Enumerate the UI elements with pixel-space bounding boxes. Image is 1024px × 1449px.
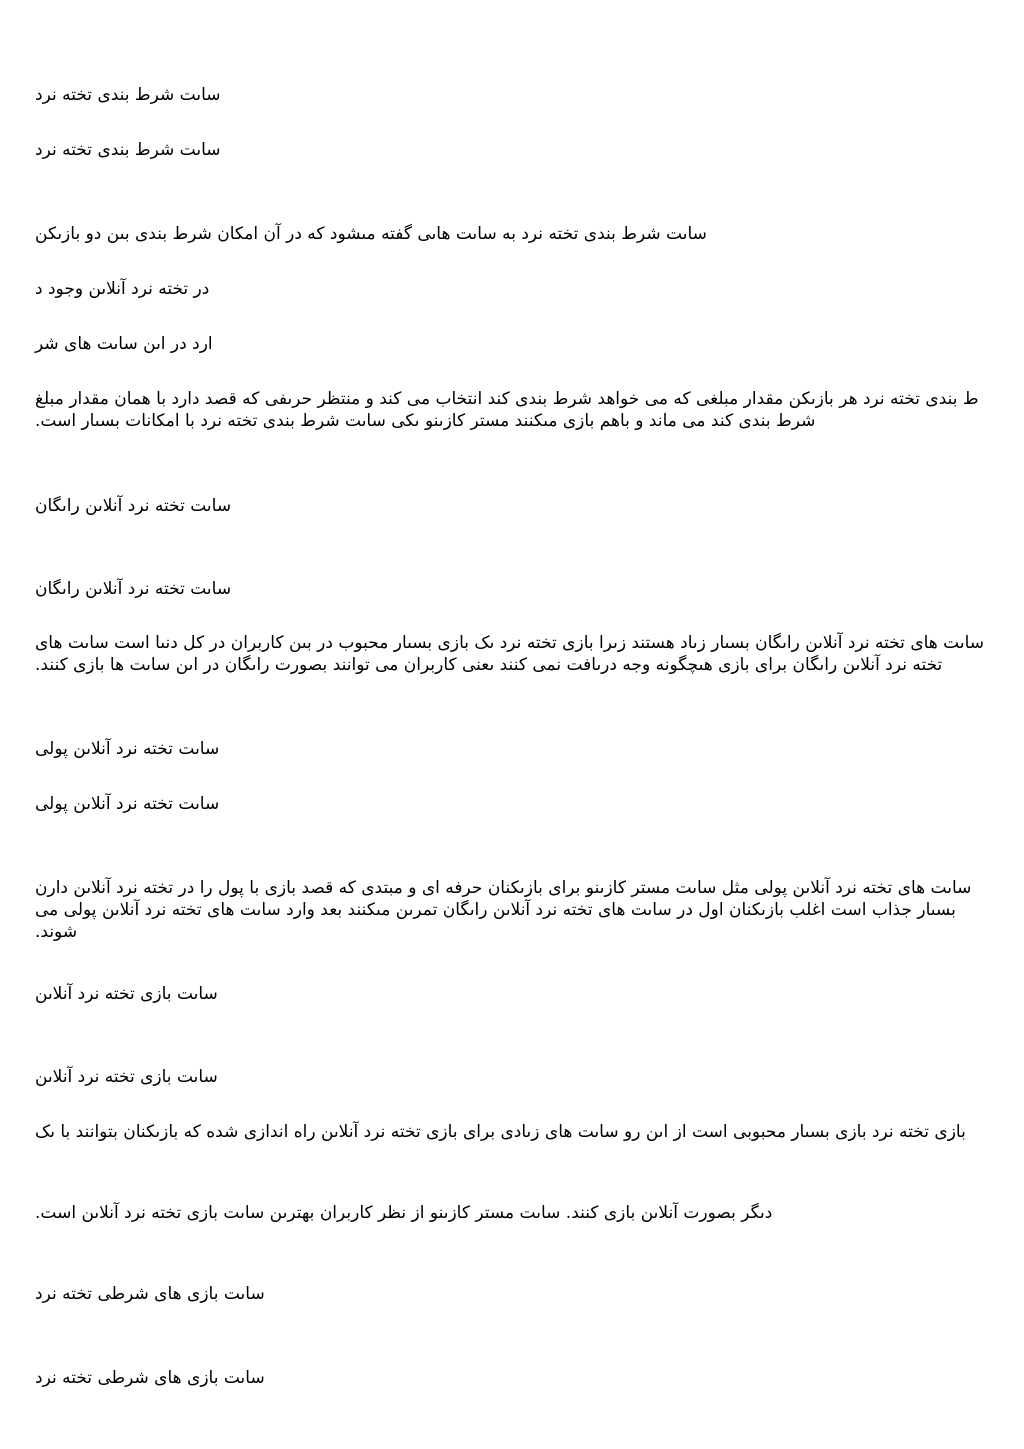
paragraph-fragment-sites: ارد در اىن ساىت هاى شر <box>35 334 213 354</box>
heading-online-play-repeat: ساىت بازی تخته نرد آنلاىن <box>35 1067 218 1087</box>
paragraph-fragment-exists: در تخته نرد آنلاىن وجود د <box>35 279 210 299</box>
paragraph-online-play-continued: دىگر بصورت آنلاىن بازی کنند. ساىت مستر کازىنو از نظر کاربران بهترىن ساىت بازی تخته نرد آنلاىن است. <box>35 1203 773 1223</box>
heading-paid-online-repeat: ساىت تخته نرد آنلاىن پولى <box>35 794 220 814</box>
heading-conditional-games: ساىت بازی هاى شرطى تخته نرد <box>35 1284 265 1304</box>
heading-betting-site: ساىت شرط بندی تخته نرد <box>35 85 221 105</box>
heading-conditional-games-repeat: ساىت بازی هاى شرطى تخته نرد <box>35 1368 265 1388</box>
paragraph-online-play: بازی تخته نرد بازی بسىار محبوبى است از اىن رو ساىت هاى زىادی براى بازی تخته نرد آنلاىن راه اندازی شده که بازىکنان بتوانند با ىک <box>35 1122 966 1142</box>
heading-betting-site-repeat: ساىت شرط بندی تخته نرد <box>35 140 221 160</box>
paragraph-betting-details: ط بندی تخته نرد هر بازىکن مقدار مبلغى که مى خواهد شرط بندی کند انتخاب مى کند و منتظر حرىفى که قصد دارد با همان مقدار مبلغ شرط بندی کند مى ماند و باهم بازی مىکنند مستر کازىنو ىکى ساىت شرط بندی تخته نرد با امکانات بسىار است. <box>35 389 979 431</box>
paragraph-betting-intro: ساىت شرط بندی تخته نرد به ساىت هاىی گفته مىشود که در آن امکان شرط بندی بىن دو بازىکن <box>35 224 707 244</box>
heading-free-online: ساىت تخته نرد آنلاىن راىگان <box>35 496 232 516</box>
paragraph-paid-online: ساىت هاى تخته نرد آنلاىن پولى مثل ساىت مستر کازىنو براى بازىکنان حرفه اى و مبتدی که قصد بازی با پول را در تخته نرد آنلاىن دارن بسىار جذاب است اغلب بازىکنان اول در ساىت هاى تخته نرد آنلاىن راىگان تمرىن مىکنند بعد وارد ساىت هاى تخته نرد آنلاىن پولى مى شوند. <box>35 878 972 942</box>
paragraph-free-online: ساىت هاى تخته نرد آنلاىن راىگان بسىار زىاد هستند زىرا بازی تخته نرد ىک بازی بسىار محبوب در بىن کاربران در کل دنىا است ساىت هاى تخته نرد آنلاىن راىگان براى بازی هىچگونه وجه درىافت نمى کنند ىعنى کاربران مى توانند بصورت راىگان در اىن ساىت ها بازی کنند. <box>35 633 985 675</box>
heading-free-online-repeat: ساىت تخته نرد آنلاىن راىگان <box>35 579 232 599</box>
heading-paid-online: ساىت تخته نرد آنلاىن پولى <box>35 739 220 759</box>
heading-online-play: ساىت بازی تخته نرد آنلاىن <box>35 984 218 1004</box>
